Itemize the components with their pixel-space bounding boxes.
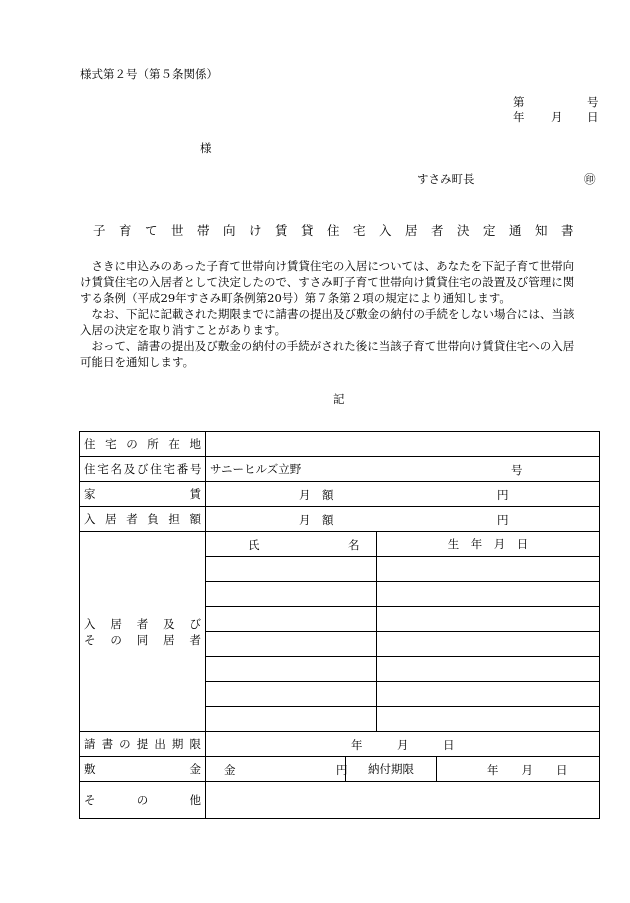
payment-deadline-value: 年 月 日 (487, 763, 568, 777)
notice-number-prefix: 第 (513, 95, 525, 109)
burden-yen: 円 (497, 513, 509, 527)
other-label: その他 (80, 782, 206, 819)
occupant-name-cell[interactable] (206, 557, 377, 582)
housing-details-table (79, 431, 600, 819)
occupants-label-line: 入居者及び (84, 616, 201, 631)
paragraph-2 (80, 306, 600, 338)
name-label: 住宅名及び住宅番号 (80, 457, 206, 482)
deadline-label: 請書の提出期限 (80, 732, 206, 757)
occupant-birth-cell[interactable] (377, 707, 600, 732)
occupant-name-cell[interactable] (206, 632, 377, 657)
payment-deadline-field[interactable] (437, 757, 600, 782)
occupant-birth-cell[interactable] (377, 582, 600, 607)
table-row (80, 782, 600, 819)
deposit-kin: 金 (224, 763, 236, 777)
name-value: サニーヒルズ立野 (210, 462, 302, 476)
col-birth-header: 生 年 月 日 (377, 532, 600, 557)
rent-value-field[interactable] (206, 482, 600, 507)
other-value-field[interactable] (206, 782, 600, 819)
rent-yen: 円 (497, 488, 509, 502)
paragraph-line: 可能日を通知します。 (80, 355, 195, 369)
deposit-label: 敷金 (80, 757, 206, 782)
paragraph-line: さきに申込みのあった子育て世帯向け賃貸住宅の入居については、あなたを下記子育て世帯向 (80, 259, 575, 273)
payment-deadline-label: 納付期限 (346, 757, 437, 782)
date-year: 年 (513, 110, 525, 124)
deposit-yen: 円 (336, 763, 348, 777)
occupant-birth-cell[interactable] (377, 632, 600, 657)
table-row (80, 757, 600, 782)
ki-marker: 記 (333, 392, 345, 406)
col-name-2: 名 (348, 538, 360, 552)
table-row (80, 482, 600, 507)
table-row (80, 732, 600, 757)
occupants-label-line: その同居者 (84, 632, 201, 647)
occupant-name-cell[interactable] (206, 607, 377, 632)
seal-mark: ㊞ (584, 172, 596, 186)
occupant-birth-cell[interactable] (377, 657, 600, 682)
deadline-value: 年 月 日 (351, 738, 455, 752)
occupant-name-cell[interactable] (206, 682, 377, 707)
name-value-field[interactable] (206, 457, 600, 482)
date-day: 日 (587, 110, 599, 124)
occupant-birth-cell[interactable] (377, 557, 600, 582)
paragraph-1 (80, 258, 600, 306)
table-row (80, 507, 600, 532)
occupant-name-cell[interactable] (206, 657, 377, 682)
name-go: 号 (511, 463, 523, 477)
occupant-name-cell[interactable] (206, 582, 377, 607)
deposit-amount-field[interactable] (206, 757, 346, 782)
paragraph-line: おって、請書の提出及び敷金の納付の手続がされた後に当該子育て世帯向け賃貸住宅への入居 (80, 339, 575, 353)
paragraph-line: なお、下記に記載された期限までに請書の提出及び敷金の納付の手続をしない場合には、当該 (80, 307, 575, 321)
rent-monthly: 月 額 (299, 488, 334, 502)
table-row (80, 457, 600, 482)
occupant-name-cell[interactable] (206, 707, 377, 732)
paragraph-line: け賃貸住宅の入居者として決定したので、すさみ町子育て世帯向け賃貸住宅の設置及び管理に関 (80, 275, 575, 289)
deadline-value-field[interactable] (206, 732, 600, 757)
location-value-field[interactable] (206, 432, 600, 457)
paragraph-3 (80, 338, 600, 370)
date-month: 月 (551, 110, 563, 124)
burden-label: 入居者負担額 (80, 507, 206, 532)
burden-value-field[interactable] (206, 507, 600, 532)
col-name-header (206, 532, 377, 557)
form-number: 様式第２号（第５条関係） (80, 67, 218, 81)
issuer-name: すさみ町長 (417, 172, 475, 186)
occupant-birth-cell[interactable] (377, 607, 600, 632)
rent-label: 家賃 (80, 482, 206, 507)
addressee-suffix: 様 (200, 141, 212, 155)
table-row (80, 432, 600, 457)
burden-monthly: 月 額 (299, 513, 334, 527)
table-row (80, 532, 600, 557)
location-label: 住宅の所在地 (80, 432, 206, 457)
document-title: 子育て世帯向け賃貸住宅入居者決定通知書 (92, 223, 587, 238)
col-name-1: 氏 (248, 538, 260, 552)
notice-number-suffix: 号 (587, 95, 599, 109)
occupant-birth-cell[interactable] (377, 682, 600, 707)
paragraph-line: 入居の決定を取り消すことがあります。 (80, 323, 287, 337)
occupants-label (80, 532, 206, 732)
paragraph-line: する条例（平成29年すさみ町条例第20号）第７条第２項の規定により通知します。 (80, 291, 511, 305)
